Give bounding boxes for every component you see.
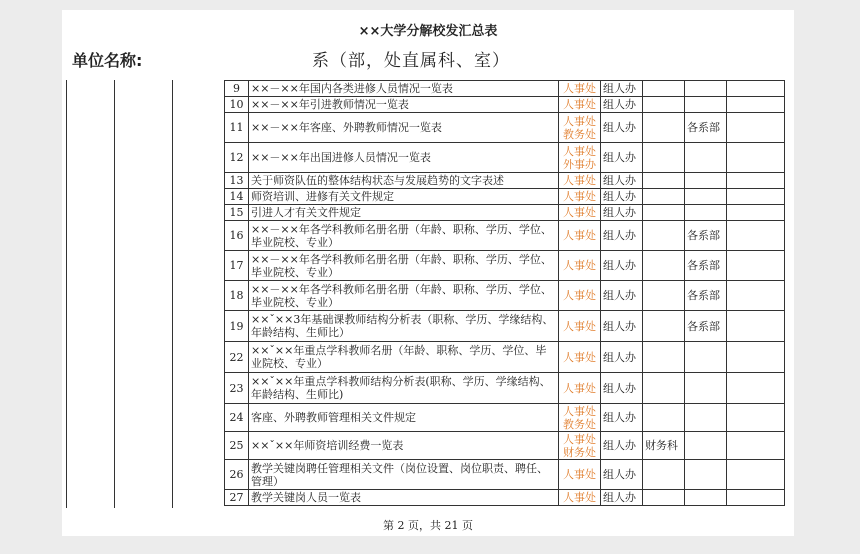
row-organizer: 组人办 [601, 342, 643, 373]
row-extra-dept [643, 221, 685, 251]
row-extra-dept [643, 97, 685, 113]
table-row [225, 460, 785, 490]
row-responsible-dept: 人事处 财务处 [559, 432, 601, 460]
row-organizer: 组人办 [601, 311, 643, 342]
table-row [225, 143, 785, 173]
row-responsible-dept: 人事处 [559, 173, 601, 189]
table-row [225, 311, 785, 342]
table-row [225, 113, 785, 143]
row-extra-dept [643, 342, 685, 373]
row-extra-dept-2: 各系部 [685, 311, 727, 342]
row-remarks [727, 432, 785, 460]
summary-table [224, 80, 785, 506]
row-extra-dept [643, 281, 685, 311]
page-footer: 第 2 页，共 21 页 [383, 519, 473, 532]
row-document-name: ××ˇ××年重点学科教师结构分析表(职称、学历、学缘结构、年龄结构、生师比) [249, 373, 559, 404]
row-document-name: ××ˇ××3年基础课教师结构分析表（职称、学历、学缘结构、年龄结构、生师比） [249, 311, 559, 342]
row-extra-dept-2 [685, 342, 727, 373]
row-remarks [727, 143, 785, 173]
row-remarks [727, 342, 785, 373]
row-extra-dept: 财务科 [643, 432, 685, 460]
row-extra-dept [643, 143, 685, 173]
row-organizer: 组人办 [601, 373, 643, 404]
row-responsible-dept: 人事处 教务处 [559, 113, 601, 143]
row-extra-dept [643, 490, 685, 506]
row-responsible-dept: 人事处 [559, 342, 601, 373]
row-number: 26 [225, 460, 249, 490]
row-extra-dept [643, 81, 685, 97]
row-document-name: 教学关键岗聘任管理相关文件（岗位设置、岗位职责、聘任、管理） [249, 460, 559, 490]
row-extra-dept-2 [685, 189, 727, 205]
row-organizer: 组人办 [601, 281, 643, 311]
table-row [225, 342, 785, 373]
row-extra-dept-2: 各系部 [685, 113, 727, 143]
row-number: 17 [225, 251, 249, 281]
row-extra-dept [643, 113, 685, 143]
row-document-name: ××－××年国内各类进修人员情况一览表 [249, 81, 559, 97]
table-row [225, 205, 785, 221]
row-responsible-dept: 人事处 [559, 251, 601, 281]
row-extra-dept-2: 各系部 [685, 221, 727, 251]
row-extra-dept-2 [685, 205, 727, 221]
row-remarks [727, 311, 785, 342]
row-responsible-dept: 人事处 [559, 97, 601, 113]
table-row [225, 221, 785, 251]
row-document-name: ××－××年各学科教师名册名册（年龄、职称、学历、学位、毕业院校、专业） [249, 251, 559, 281]
table-row [225, 373, 785, 404]
row-organizer: 组人办 [601, 81, 643, 97]
row-responsible-dept: 人事处 外事办 [559, 143, 601, 173]
row-extra-dept [643, 311, 685, 342]
row-extra-dept [643, 189, 685, 205]
row-organizer: 组人办 [601, 404, 643, 432]
row-document-name: 客座、外聘教师管理相关文件规定 [249, 404, 559, 432]
row-remarks [727, 173, 785, 189]
row-organizer: 组人办 [601, 432, 643, 460]
row-extra-dept-2: 各系部 [685, 281, 727, 311]
row-document-name: ××ˇ××年师资培训经费一览表 [249, 432, 559, 460]
row-extra-dept-2: 各系部 [685, 251, 727, 281]
row-number: 25 [225, 432, 249, 460]
row-organizer: 组人办 [601, 490, 643, 506]
row-organizer: 组人办 [601, 113, 643, 143]
department-label: 系（部，处直属科、室） [312, 51, 510, 71]
row-remarks [727, 373, 785, 404]
row-document-name: ××－××年客座、外聘教师情况一览表 [249, 113, 559, 143]
row-responsible-dept: 人事处 [559, 311, 601, 342]
row-number: 9 [225, 81, 249, 97]
left-column-line [114, 80, 115, 508]
row-document-name: ××ˇ××年重点学科教师名册（年龄、职称、学历、学位、毕业院校、专业） [249, 342, 559, 373]
table-row [225, 404, 785, 432]
row-number: 22 [225, 342, 249, 373]
row-number: 16 [225, 221, 249, 251]
row-extra-dept [643, 173, 685, 189]
row-number: 10 [225, 97, 249, 113]
row-extra-dept [643, 404, 685, 432]
row-organizer: 组人办 [601, 205, 643, 221]
row-extra-dept [643, 373, 685, 404]
row-document-name: ××－××年引进教师情况一览表 [249, 97, 559, 113]
row-number: 24 [225, 404, 249, 432]
row-remarks [727, 281, 785, 311]
row-responsible-dept: 人事处 [559, 490, 601, 506]
left-column-line [172, 80, 173, 508]
row-number: 13 [225, 173, 249, 189]
row-extra-dept-2 [685, 97, 727, 113]
row-extra-dept-2 [685, 460, 727, 490]
row-extra-dept-2 [685, 373, 727, 404]
row-document-name: 引进人才有关文件规定 [249, 205, 559, 221]
row-remarks [727, 221, 785, 251]
table-row [225, 251, 785, 281]
row-organizer: 组人办 [601, 97, 643, 113]
row-remarks [727, 113, 785, 143]
row-responsible-dept: 人事处 [559, 460, 601, 490]
row-extra-dept-2 [685, 490, 727, 506]
row-number: 12 [225, 143, 249, 173]
row-document-name: 关于师资队伍的整体结构状态与发展趋势的文字表述 [249, 173, 559, 189]
row-number: 14 [225, 189, 249, 205]
row-extra-dept-2 [685, 173, 727, 189]
row-remarks [727, 189, 785, 205]
row-extra-dept [643, 205, 685, 221]
table-row [225, 281, 785, 311]
table-row [225, 97, 785, 113]
row-document-name: ××－××年出国进修人员情况一览表 [249, 143, 559, 173]
row-number: 27 [225, 490, 249, 506]
row-responsible-dept: 人事处 [559, 373, 601, 404]
table-row [225, 173, 785, 189]
row-responsible-dept: 人事处 [559, 189, 601, 205]
table-row [225, 432, 785, 460]
row-remarks [727, 251, 785, 281]
row-responsible-dept: 人事处 [559, 205, 601, 221]
row-organizer: 组人办 [601, 143, 643, 173]
row-organizer: 组人办 [601, 460, 643, 490]
row-extra-dept-2 [685, 432, 727, 460]
unit-name-label: 单位名称: [72, 51, 143, 70]
doc-title: ××大学分解校发汇总表 [358, 24, 498, 39]
row-remarks [727, 97, 785, 113]
row-document-name: ××－××年各学科教师名册名册（年龄、职称、学历、学位、毕业院校、专业） [249, 221, 559, 251]
row-document-name: 师资培训、进修有关文件规定 [249, 189, 559, 205]
row-number: 15 [225, 205, 249, 221]
row-extra-dept-2 [685, 404, 727, 432]
row-remarks [727, 205, 785, 221]
table-row [225, 490, 785, 506]
document-page [62, 10, 794, 536]
row-responsible-dept: 人事处 教务处 [559, 404, 601, 432]
row-organizer: 组人办 [601, 173, 643, 189]
table-row [225, 189, 785, 205]
row-extra-dept-2 [685, 81, 727, 97]
row-responsible-dept: 人事处 [559, 221, 601, 251]
row-responsible-dept: 人事处 [559, 81, 601, 97]
row-number: 11 [225, 113, 249, 143]
row-organizer: 组人办 [601, 221, 643, 251]
row-extra-dept [643, 460, 685, 490]
row-organizer: 组人办 [601, 189, 643, 205]
row-document-name: ××－××年各学科教师名册名册（年龄、职称、学历、学位、毕业院校、专业） [249, 281, 559, 311]
row-extra-dept [643, 251, 685, 281]
table-row [225, 81, 785, 97]
row-remarks [727, 81, 785, 97]
row-remarks [727, 404, 785, 432]
row-organizer: 组人办 [601, 251, 643, 281]
row-remarks [727, 490, 785, 506]
row-number: 18 [225, 281, 249, 311]
row-number: 19 [225, 311, 249, 342]
row-responsible-dept: 人事处 [559, 281, 601, 311]
row-extra-dept-2 [685, 143, 727, 173]
row-remarks [727, 460, 785, 490]
row-number: 23 [225, 373, 249, 404]
left-column-line [66, 80, 67, 508]
row-document-name: 教学关键岗人员一览表 [249, 490, 559, 506]
